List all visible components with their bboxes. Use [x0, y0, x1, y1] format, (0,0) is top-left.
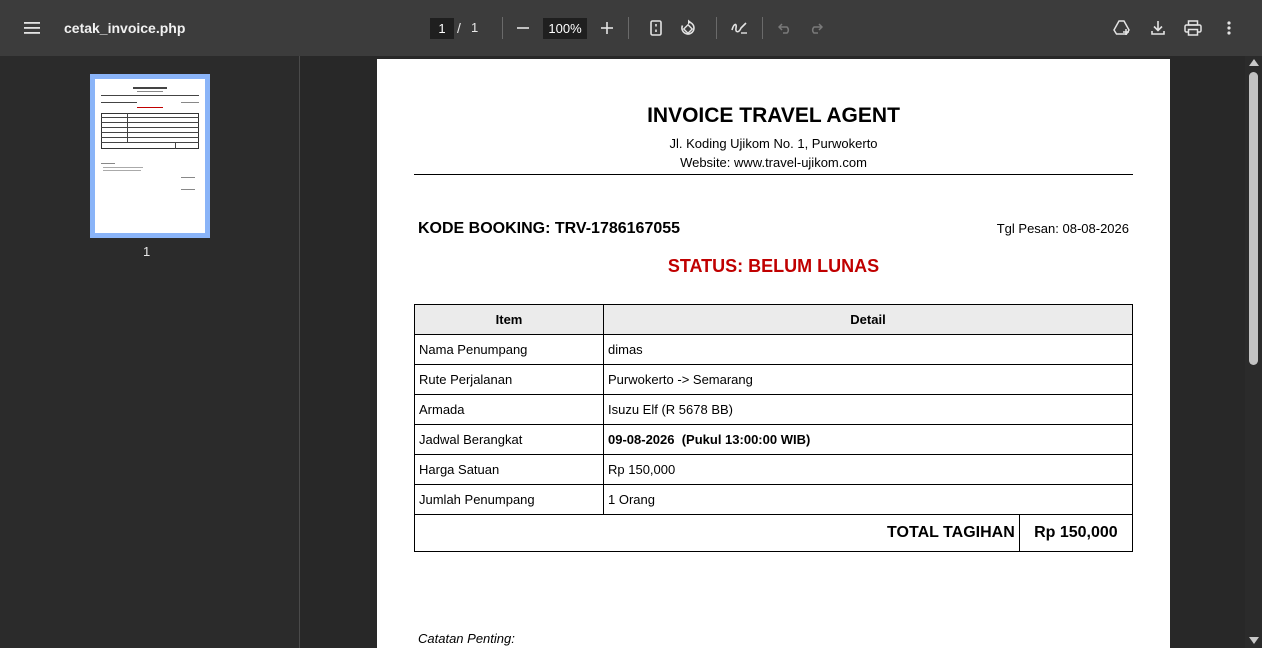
fit-page-icon[interactable]	[642, 14, 670, 42]
scroll-down-arrow-icon[interactable]	[1249, 637, 1259, 644]
order-date: Tgl Pesan: 08-08-2026	[996, 221, 1129, 236]
table-row	[415, 455, 1133, 485]
row-item: Jumlah Penumpang	[415, 485, 604, 515]
page-separator: /	[457, 20, 461, 36]
scrollbar-thumb[interactable]	[1249, 72, 1258, 365]
toolbar-divider	[716, 17, 717, 39]
row-detail: 09-08-2026 (Pukul 13:00:00 WIB)	[604, 425, 1133, 455]
document-title: cetak_invoice.php	[64, 20, 186, 36]
print-icon[interactable]	[1179, 14, 1207, 42]
row-detail: dimas	[604, 335, 1133, 365]
thumbnail-preview	[95, 79, 205, 233]
row-detail: 1 Orang	[604, 485, 1133, 515]
row-detail: Purwokerto -> Semarang	[604, 365, 1133, 395]
header-divider	[414, 174, 1133, 175]
row-item: Nama Penumpang	[415, 335, 604, 365]
pdf-page	[377, 59, 1170, 648]
invoice-title: INVOICE TRAVEL AGENT	[647, 104, 900, 127]
toolbar-divider	[502, 17, 503, 39]
row-item: Harga Satuan	[415, 455, 604, 485]
table-row	[415, 395, 1133, 425]
column-header-detail: Detail	[604, 305, 1133, 335]
table-row	[415, 485, 1133, 515]
download-icon[interactable]	[1144, 14, 1172, 42]
scroll-up-arrow-icon[interactable]	[1249, 59, 1259, 66]
table-row	[415, 365, 1133, 395]
rotate-icon[interactable]	[674, 14, 702, 42]
total-amount: Rp 150,000	[1019, 515, 1132, 552]
redo-icon[interactable]	[802, 14, 830, 42]
row-detail: Rp 150,000	[604, 455, 1133, 485]
invoice-address: Jl. Koding Ujikom No. 1, Purwokerto	[669, 136, 878, 151]
zoom-input[interactable]: 100%	[543, 18, 587, 39]
draw-icon[interactable]	[725, 14, 753, 42]
vertical-scrollbar[interactable]	[1245, 56, 1262, 648]
row-item: Armada	[415, 395, 604, 425]
table-header-row	[415, 305, 1133, 335]
invoice-detail-table	[414, 304, 1133, 552]
row-item: Rute Perjalanan	[415, 365, 604, 395]
thumbnail-sidebar	[0, 56, 300, 648]
column-header-item: Item	[415, 305, 604, 335]
row-item: Jadwal Berangkat	[415, 425, 604, 455]
save-to-drive-icon[interactable]	[1108, 14, 1136, 42]
table-row	[415, 425, 1133, 455]
more-vert-icon[interactable]	[1215, 14, 1243, 42]
page-thumbnail[interactable]	[90, 74, 210, 238]
document-viewer[interactable]	[301, 56, 1245, 648]
notes-heading: Catatan Penting:	[418, 631, 515, 646]
total-label: TOTAL TAGIHAN	[415, 515, 1020, 552]
thumbnail-page-number: 1	[143, 244, 151, 259]
table-row	[415, 335, 1133, 365]
menu-icon[interactable]	[18, 14, 46, 42]
booking-code: KODE BOOKING: TRV-1786167055	[418, 220, 681, 237]
toolbar-divider	[628, 17, 629, 39]
minus-icon[interactable]	[509, 14, 537, 42]
toolbar-divider	[762, 17, 763, 39]
page-number-input[interactable]: 1	[430, 18, 454, 39]
undo-icon[interactable]	[771, 14, 799, 42]
total-row	[415, 515, 1133, 552]
payment-status: STATUS: BELUM LUNAS	[667, 256, 880, 276]
plus-icon[interactable]	[593, 14, 621, 42]
page-total: 1	[471, 20, 479, 35]
invoice-website: Website: www.travel-ujikom.com	[680, 155, 867, 170]
row-detail: Isuzu Elf (R 5678 BB)	[604, 395, 1133, 425]
pdf-toolbar	[0, 0, 1262, 56]
